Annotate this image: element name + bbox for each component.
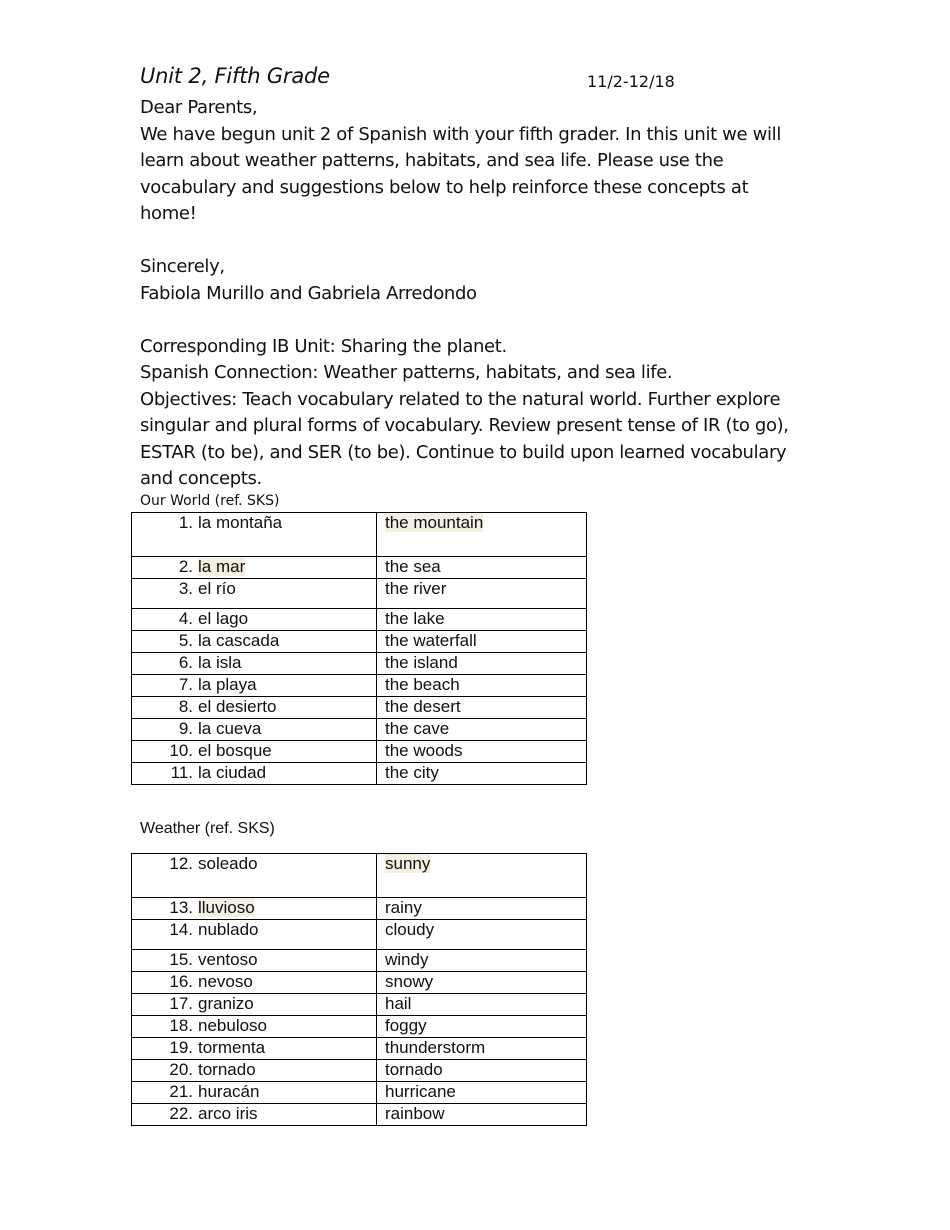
objectives-line: and concepts. [140, 468, 262, 489]
english-word: the beach [385, 675, 460, 694]
table-row [132, 513, 587, 557]
table-row [132, 631, 587, 653]
table-row [132, 898, 587, 920]
spanish-word: nebuloso [198, 1016, 268, 1035]
item-number: 9. [178, 719, 193, 738]
spanish-word: nublado [198, 920, 259, 939]
table-row [132, 719, 587, 741]
spanish-word-cell [132, 994, 377, 1016]
spanish-word: el bosque [198, 741, 272, 760]
table-row [132, 1082, 587, 1104]
english-word: the lake [385, 609, 445, 628]
table-row [132, 609, 587, 631]
english-word: hail [385, 994, 412, 1013]
table-row [132, 1104, 587, 1126]
english-word-cell [377, 719, 587, 741]
spanish-word: la cascada [198, 631, 280, 650]
spanish-word-cell [132, 741, 377, 763]
english-word: sunny [385, 854, 431, 873]
parent-letter [140, 95, 820, 493]
item-number: 8. [178, 697, 193, 716]
page-title: Unit 2, Fifth Grade [140, 64, 330, 88]
letter-line: home! [140, 203, 197, 224]
english-word: hurricane [385, 1082, 456, 1101]
english-word-cell [377, 994, 587, 1016]
spanish-word: tormenta [198, 1038, 266, 1057]
table-row [132, 1016, 587, 1038]
spanish-word: arco iris [198, 1104, 258, 1123]
item-number: 10. [169, 741, 193, 760]
spanish-word: el lago [198, 609, 249, 628]
spanish-word-cell [132, 1038, 377, 1060]
english-word-cell [377, 1016, 587, 1038]
our-world-table [131, 512, 587, 785]
english-word: the island [385, 653, 458, 672]
item-number: 1. [178, 513, 193, 532]
spanish-word-cell [132, 1104, 377, 1126]
table-row [132, 579, 587, 609]
spanish-word-cell [132, 898, 377, 920]
english-word: the city [385, 763, 439, 782]
english-word-cell [377, 920, 587, 950]
item-number: 21. [169, 1082, 193, 1101]
weather-table [131, 853, 587, 1126]
english-word-cell [377, 763, 587, 785]
spanish-word-cell [132, 972, 377, 994]
objectives-line: Objectives: Teach vocabulary related to the natural world. Further explore [140, 388, 781, 410]
item-number: 7. [178, 675, 193, 694]
objectives-line: singular and plural forms of vocabulary. Review present tense of IR (to go), [140, 415, 789, 436]
spanish-word-cell [132, 854, 377, 898]
spanish-word: la playa [198, 675, 257, 694]
english-word-cell [377, 1082, 587, 1104]
english-word: tornado [385, 1060, 443, 1079]
table-row [132, 950, 587, 972]
spanish-word: ventoso [198, 950, 258, 969]
english-word: thunderstorm [385, 1038, 486, 1057]
item-number: 19. [169, 1038, 193, 1057]
spanish-word: soleado [198, 854, 258, 873]
english-word-cell [377, 1060, 587, 1082]
table-row [132, 994, 587, 1016]
spanish-word-cell [132, 513, 377, 557]
table-row [132, 741, 587, 763]
item-number: 22. [169, 1104, 193, 1123]
english-word-cell [377, 697, 587, 719]
spanish-word-cell [132, 719, 377, 741]
spanish-connection: Spanish Connection: Weather patterns, habitats, and sea life. [140, 362, 673, 383]
english-word: the woods [385, 741, 463, 760]
english-word-cell [377, 972, 587, 994]
item-number: 3. [178, 579, 193, 598]
our-world-caption: Our World (ref. SKS) [140, 493, 280, 509]
table-row [132, 854, 587, 898]
english-word-cell [377, 557, 587, 579]
table-row [132, 557, 587, 579]
spanish-word-cell [132, 609, 377, 631]
english-word-cell [377, 609, 587, 631]
item-number: 2. [178, 557, 193, 576]
spanish-word: la mar [198, 557, 246, 576]
item-number: 13. [169, 898, 193, 917]
english-word: the river [385, 579, 447, 598]
table-row [132, 1038, 587, 1060]
spanish-word: huracán [198, 1082, 260, 1101]
date-range: 11/2-12/18 [587, 72, 675, 91]
spanish-word: lluvioso [198, 898, 255, 917]
spanish-word: la cueva [198, 719, 262, 738]
spanish-word-cell [132, 653, 377, 675]
greeting: Dear Parents, [140, 97, 258, 118]
item-number: 20. [169, 1060, 193, 1079]
english-word-cell [377, 1038, 587, 1060]
spanish-word: granizo [198, 994, 254, 1013]
letter-line: vocabulary and suggestions below to help reinforce these concepts at [140, 176, 749, 198]
item-number: 15. [169, 950, 193, 969]
table-row [132, 920, 587, 950]
spanish-word-cell [132, 675, 377, 697]
english-word-cell [377, 653, 587, 675]
spanish-word-cell [132, 950, 377, 972]
spanish-word-cell [132, 697, 377, 719]
item-number: 18. [169, 1016, 193, 1035]
item-number: 5. [178, 631, 193, 650]
table-row [132, 1060, 587, 1082]
spanish-word: la montaña [198, 513, 283, 532]
weather-caption: Weather (ref. SKS) [140, 820, 275, 837]
table-row [132, 763, 587, 785]
letter-line: learn about weather patterns, habitats, and sea life. Please use the [140, 150, 724, 171]
english-word-cell [377, 579, 587, 609]
english-word: snowy [385, 972, 434, 991]
english-word-cell [377, 675, 587, 697]
english-word-cell [377, 898, 587, 920]
spanish-word: el río [198, 579, 236, 598]
english-word-cell [377, 1104, 587, 1126]
item-number: 11. [170, 763, 193, 782]
spanish-word-cell [132, 763, 377, 785]
letter-line: We have begun unit 2 of Spanish with your fifth grader. In this unit we will [140, 123, 781, 145]
english-word: rainy [385, 898, 422, 917]
spanish-word: la ciudad [198, 763, 267, 782]
item-number: 4. [178, 609, 193, 628]
spanish-word: la isla [198, 653, 242, 672]
item-number: 14. [169, 920, 193, 939]
objectives-line: ESTAR (to be), and SER (to be). Continue to build upon learned vocabulary [140, 441, 787, 463]
english-word: the cave [385, 719, 450, 738]
english-word: the waterfall [385, 631, 477, 650]
table-row [132, 972, 587, 994]
spanish-word: el desierto [198, 697, 277, 716]
spanish-word-cell [132, 920, 377, 950]
english-word: the mountain [385, 513, 484, 532]
item-number: 16. [169, 972, 193, 991]
english-word: the desert [385, 697, 461, 716]
signature: Fabiola Murillo and Gabriela Arredondo [140, 282, 477, 304]
spanish-word-cell [132, 631, 377, 653]
item-number: 17. [169, 994, 193, 1013]
english-word: windy [385, 950, 429, 969]
ib-unit: Corresponding IB Unit: Sharing the planet. [140, 335, 507, 357]
english-word-cell [377, 950, 587, 972]
table-row [132, 697, 587, 719]
english-word-cell [377, 854, 587, 898]
closing: Sincerely, [140, 256, 225, 277]
spanish-word-cell [132, 557, 377, 579]
table-row [132, 653, 587, 675]
spanish-word-cell [132, 579, 377, 609]
spanish-word-cell [132, 1082, 377, 1104]
english-word-cell [377, 631, 587, 653]
spanish-word: nevoso [198, 972, 253, 991]
english-word-cell [377, 513, 587, 557]
english-word-cell [377, 741, 587, 763]
item-number: 6. [178, 653, 193, 672]
table-row [132, 675, 587, 697]
english-word: foggy [385, 1016, 427, 1035]
item-number: 12. [169, 854, 193, 873]
spanish-word-cell [132, 1016, 377, 1038]
english-word: cloudy [385, 920, 435, 939]
spanish-word-cell [132, 1060, 377, 1082]
spanish-word: tornado [198, 1060, 256, 1079]
english-word: rainbow [385, 1104, 445, 1123]
english-word: the sea [385, 557, 441, 576]
